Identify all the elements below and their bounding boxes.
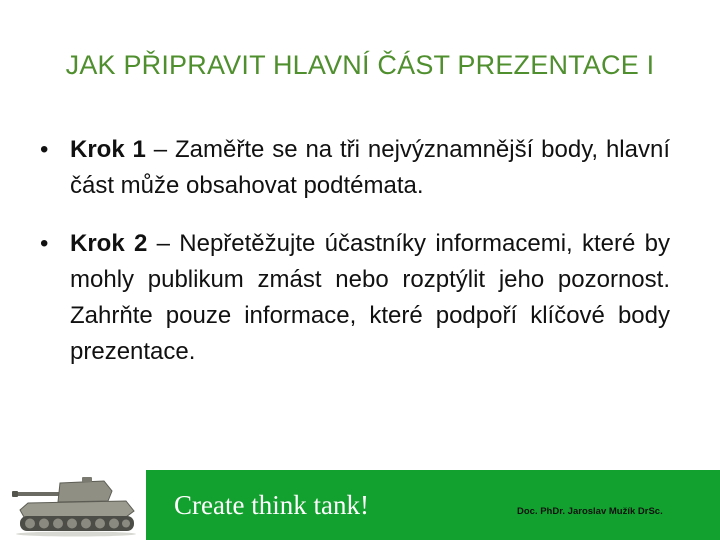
bullet-marker: •: [40, 136, 49, 163]
footer: [0, 470, 720, 540]
bullet-text: – Nepřetěžujte účastníky informacemi, které by mohly publikum zmást nebo rozptýlit jeho pozornost. Zahrňte pouze informace, které podpoří klíčové body prezentace.: [70, 230, 670, 365]
tank-icon: [8, 475, 140, 537]
bullet-list: [40, 132, 670, 392]
bullet-lead: Krok 2: [70, 230, 148, 257]
footer-author: Doc. PhDr. Jaroslav Mužík DrSc.: [517, 506, 663, 517]
bullet-marker: •: [40, 230, 49, 257]
bullet-item-1: [40, 132, 670, 204]
footer-image-area: [0, 470, 146, 540]
bullet-item-2: [40, 226, 670, 370]
bullet-text: – Zaměřte se na tři nejvýznamnější body, hlavní část může obsahovat podtémata.: [70, 136, 670, 199]
footer-tagline: Create think tank!: [174, 490, 369, 520]
slide-title: JAK PŘIPRAVIT HLAVNÍ ČÁST PREZENTACE I: [65, 50, 655, 80]
bullet-lead: Krok 1: [70, 136, 146, 163]
